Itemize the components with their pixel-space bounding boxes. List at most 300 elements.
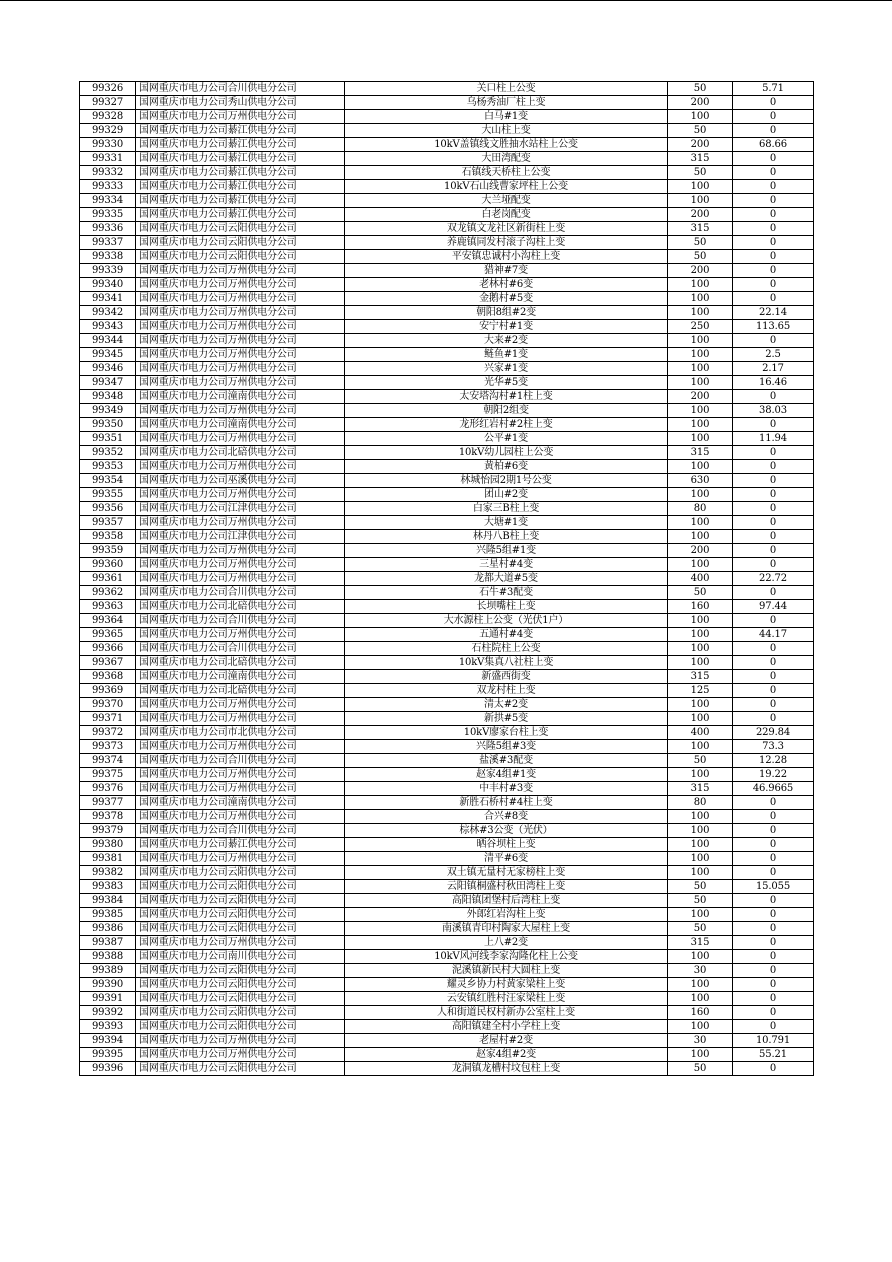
capacity-cell: 160 xyxy=(668,600,733,614)
transformer-name-cell: 高阳镇团堡村后湾柱上变 xyxy=(345,894,668,908)
record-id-cell: 99353 xyxy=(80,460,136,474)
capacity-cell: 400 xyxy=(668,726,733,740)
company-cell: 国网重庆市电力公司万州供电分公司 xyxy=(136,1048,345,1062)
capacity-cell: 100 xyxy=(668,656,733,670)
value-cell: 0 xyxy=(733,684,814,698)
company-cell: 国网重庆市电力公司云阳供电分公司 xyxy=(136,964,345,978)
transformer-name-cell: 大来#2变 xyxy=(345,334,668,348)
table-row xyxy=(80,992,814,1006)
capacity-cell: 100 xyxy=(668,950,733,964)
value-cell: 0 xyxy=(733,180,814,194)
value-cell: 0 xyxy=(733,208,814,222)
value-cell: 0 xyxy=(733,1062,814,1076)
transformer-name-cell: 高阳镇建全村小学柱上变 xyxy=(345,1020,668,1034)
transformer-name-cell: 新盛西街变 xyxy=(345,670,668,684)
record-id-cell: 99359 xyxy=(80,544,136,558)
record-id-cell: 99350 xyxy=(80,418,136,432)
company-cell: 国网重庆市电力公司万州供电分公司 xyxy=(136,1034,345,1048)
capacity-cell: 315 xyxy=(668,446,733,460)
table-row xyxy=(80,348,814,362)
transformer-name-cell: 人和街道民权村新办公室柱上变 xyxy=(345,1006,668,1020)
value-cell: 0 xyxy=(733,698,814,712)
company-cell: 国网重庆市电力公司万州供电分公司 xyxy=(136,810,345,824)
record-id-cell: 99360 xyxy=(80,558,136,572)
value-cell: 0 xyxy=(733,390,814,404)
transformer-name-cell: 平安镇忠诚村小沟柱上变 xyxy=(345,250,668,264)
table-row xyxy=(80,950,814,964)
table-row xyxy=(80,768,814,782)
transformer-name-cell: 10kV风河线李家沟隆化柱上公变 xyxy=(345,950,668,964)
value-cell: 0 xyxy=(733,908,814,922)
capacity-cell: 50 xyxy=(668,82,733,96)
company-cell: 国网重庆市电力公司万州供电分公司 xyxy=(136,404,345,418)
record-id-cell: 99343 xyxy=(80,320,136,334)
record-id-cell: 99348 xyxy=(80,390,136,404)
value-cell: 0 xyxy=(733,250,814,264)
record-id-cell: 99341 xyxy=(80,292,136,306)
transformer-name-cell: 关口柱上公变 xyxy=(345,82,668,96)
value-cell: 44.17 xyxy=(733,628,814,642)
value-cell: 0 xyxy=(733,656,814,670)
record-id-cell: 99330 xyxy=(80,138,136,152)
company-cell: 国网重庆市电力公司云阳供电分公司 xyxy=(136,250,345,264)
record-id-cell: 99329 xyxy=(80,124,136,138)
transformer-name-cell: 石牛#3配变 xyxy=(345,586,668,600)
transformer-name-cell: 养鹿镇同发村滚子沟柱上变 xyxy=(345,236,668,250)
table-row xyxy=(80,138,814,152)
capacity-cell: 100 xyxy=(668,698,733,712)
company-cell: 国网重庆市电力公司綦江供电分公司 xyxy=(136,166,345,180)
capacity-cell: 100 xyxy=(668,306,733,320)
transformer-name-cell: 10kV集真八社柱上变 xyxy=(345,656,668,670)
company-cell: 国网重庆市电力公司万州供电分公司 xyxy=(136,334,345,348)
table-row xyxy=(80,320,814,334)
table-body xyxy=(80,82,814,1076)
table-row xyxy=(80,1020,814,1034)
capacity-cell: 50 xyxy=(668,894,733,908)
record-id-cell: 99354 xyxy=(80,474,136,488)
transformer-name-cell: 外郎红岩沟柱上变 xyxy=(345,908,668,922)
transformer-name-cell: 龙都大道#5变 xyxy=(345,572,668,586)
transformer-name-cell: 朝阳2组变 xyxy=(345,404,668,418)
value-cell: 0 xyxy=(733,936,814,950)
capacity-cell: 100 xyxy=(668,334,733,348)
value-cell: 55.21 xyxy=(733,1048,814,1062)
record-id-cell: 99393 xyxy=(80,1020,136,1034)
value-cell: 22.72 xyxy=(733,572,814,586)
company-cell: 国网重庆市电力公司北碚供电分公司 xyxy=(136,656,345,670)
table-row xyxy=(80,782,814,796)
table-row xyxy=(80,516,814,530)
value-cell: 113.65 xyxy=(733,320,814,334)
value-cell: 19.22 xyxy=(733,768,814,782)
record-id-cell: 99381 xyxy=(80,852,136,866)
value-cell: 0 xyxy=(733,796,814,810)
value-cell: 0 xyxy=(733,222,814,236)
value-cell: 0 xyxy=(733,124,814,138)
transformer-name-cell: 石柱院柱上公变 xyxy=(345,642,668,656)
company-cell: 国网重庆市电力公司江津供电分公司 xyxy=(136,530,345,544)
record-id-cell: 99390 xyxy=(80,978,136,992)
company-cell: 国网重庆市电力公司云阳供电分公司 xyxy=(136,866,345,880)
company-cell: 国网重庆市电力公司云阳供电分公司 xyxy=(136,1062,345,1076)
value-cell: 16.46 xyxy=(733,376,814,390)
capacity-cell: 50 xyxy=(668,124,733,138)
capacity-cell: 100 xyxy=(668,418,733,432)
company-cell: 国网重庆市电力公司万州供电分公司 xyxy=(136,544,345,558)
value-cell: 0 xyxy=(733,978,814,992)
table-row xyxy=(80,726,814,740)
capacity-cell: 100 xyxy=(668,824,733,838)
company-cell: 国网重庆市电力公司万州供电分公司 xyxy=(136,628,345,642)
value-cell: 0 xyxy=(733,194,814,208)
table-row xyxy=(80,166,814,180)
company-cell: 国网重庆市电力公司云阳供电分公司 xyxy=(136,894,345,908)
transformer-name-cell: 云阳镇桐盛村秋田湾柱上变 xyxy=(345,880,668,894)
company-cell: 国网重庆市电力公司合川供电分公司 xyxy=(136,754,345,768)
transformer-name-cell: 太安塔沟村#1柱上变 xyxy=(345,390,668,404)
record-id-cell: 99335 xyxy=(80,208,136,222)
value-cell: 0 xyxy=(733,418,814,432)
table-row xyxy=(80,684,814,698)
transformer-name-cell: 10kV廖家台柱上变 xyxy=(345,726,668,740)
capacity-cell: 100 xyxy=(668,614,733,628)
table-row xyxy=(80,306,814,320)
value-cell: 0 xyxy=(733,474,814,488)
table-row xyxy=(80,810,814,824)
transformer-name-cell: 龙洞镇龙槽村坟包柱上变 xyxy=(345,1062,668,1076)
company-cell: 国网重庆市电力公司合川供电分公司 xyxy=(136,824,345,838)
company-cell: 国网重庆市电力公司云阳供电分公司 xyxy=(136,222,345,236)
transformer-name-cell: 新胜石桥村#4柱上变 xyxy=(345,796,668,810)
transformer-name-cell: 公平#1变 xyxy=(345,432,668,446)
capacity-cell: 100 xyxy=(668,852,733,866)
company-cell: 国网重庆市电力公司云阳供电分公司 xyxy=(136,922,345,936)
company-cell: 国网重庆市电力公司万州供电分公司 xyxy=(136,782,345,796)
capacity-cell: 50 xyxy=(668,586,733,600)
record-id-cell: 99373 xyxy=(80,740,136,754)
table-row xyxy=(80,824,814,838)
value-cell: 0 xyxy=(733,614,814,628)
record-id-cell: 99326 xyxy=(80,82,136,96)
record-id-cell: 99358 xyxy=(80,530,136,544)
record-id-cell: 99333 xyxy=(80,180,136,194)
transformer-name-cell: 大山柱上变 xyxy=(345,124,668,138)
record-id-cell: 99364 xyxy=(80,614,136,628)
record-id-cell: 99361 xyxy=(80,572,136,586)
value-cell: 0 xyxy=(733,96,814,110)
record-id-cell: 99374 xyxy=(80,754,136,768)
capacity-cell: 315 xyxy=(668,670,733,684)
capacity-cell: 315 xyxy=(668,936,733,950)
capacity-cell: 100 xyxy=(668,992,733,1006)
value-cell: 0 xyxy=(733,488,814,502)
company-cell: 国网重庆市电力公司綦江供电分公司 xyxy=(136,152,345,166)
transformer-name-cell: 白家三B柱上变 xyxy=(345,502,668,516)
capacity-cell: 50 xyxy=(668,922,733,936)
record-id-cell: 99371 xyxy=(80,712,136,726)
record-id-cell: 99347 xyxy=(80,376,136,390)
transformer-name-cell: 上八#2变 xyxy=(345,936,668,950)
record-id-cell: 99382 xyxy=(80,866,136,880)
transformer-name-cell: 安宁村#1变 xyxy=(345,320,668,334)
company-cell: 国网重庆市电力公司潼南供电分公司 xyxy=(136,796,345,810)
capacity-cell: 100 xyxy=(668,978,733,992)
company-cell: 国网重庆市电力公司万州供电分公司 xyxy=(136,516,345,530)
record-id-cell: 99349 xyxy=(80,404,136,418)
transformer-name-cell: 兴隆5组#1变 xyxy=(345,544,668,558)
company-cell: 国网重庆市电力公司綦江供电分公司 xyxy=(136,180,345,194)
capacity-cell: 100 xyxy=(668,460,733,474)
record-id-cell: 99338 xyxy=(80,250,136,264)
record-id-cell: 99383 xyxy=(80,880,136,894)
company-cell: 国网重庆市电力公司合川供电分公司 xyxy=(136,614,345,628)
capacity-cell: 50 xyxy=(668,166,733,180)
transformer-name-cell: 10kV石山线曹家坪柱上公变 xyxy=(345,180,668,194)
record-id-cell: 99386 xyxy=(80,922,136,936)
capacity-cell: 50 xyxy=(668,236,733,250)
table-row xyxy=(80,418,814,432)
table-row xyxy=(80,740,814,754)
record-id-cell: 99377 xyxy=(80,796,136,810)
transformer-name-cell: 金鹅村#5变 xyxy=(345,292,668,306)
company-cell: 国网重庆市电力公司万州供电分公司 xyxy=(136,376,345,390)
value-cell: 0 xyxy=(733,894,814,908)
company-cell: 国网重庆市电力公司潼南供电分公司 xyxy=(136,418,345,432)
table-row xyxy=(80,208,814,222)
record-id-cell: 99385 xyxy=(80,908,136,922)
company-cell: 国网重庆市电力公司万州供电分公司 xyxy=(136,348,345,362)
capacity-cell: 100 xyxy=(668,740,733,754)
table-row xyxy=(80,376,814,390)
company-cell: 国网重庆市电力公司云阳供电分公司 xyxy=(136,908,345,922)
capacity-cell: 50 xyxy=(668,880,733,894)
capacity-cell: 30 xyxy=(668,1034,733,1048)
record-id-cell: 99365 xyxy=(80,628,136,642)
value-cell: 97.44 xyxy=(733,600,814,614)
table-row xyxy=(80,642,814,656)
table-row xyxy=(80,460,814,474)
transformer-name-cell: 龙形红岩村#2柱上变 xyxy=(345,418,668,432)
capacity-cell: 100 xyxy=(668,712,733,726)
table-row xyxy=(80,194,814,208)
company-cell: 国网重庆市电力公司万州供电分公司 xyxy=(136,698,345,712)
record-id-cell: 99370 xyxy=(80,698,136,712)
transformer-name-cell: 合兴#8变 xyxy=(345,810,668,824)
capacity-cell: 100 xyxy=(668,768,733,782)
table-row xyxy=(80,362,814,376)
table-row xyxy=(80,404,814,418)
transformer-name-cell: 五通村#4变 xyxy=(345,628,668,642)
capacity-cell: 250 xyxy=(668,320,733,334)
record-id-cell: 99355 xyxy=(80,488,136,502)
value-cell: 0 xyxy=(733,950,814,964)
table-row xyxy=(80,614,814,628)
capacity-cell: 100 xyxy=(668,838,733,852)
value-cell: 2.17 xyxy=(733,362,814,376)
record-id-cell: 99351 xyxy=(80,432,136,446)
capacity-cell: 50 xyxy=(668,250,733,264)
table-row xyxy=(80,628,814,642)
table-row xyxy=(80,544,814,558)
transformer-name-cell: 盐溪#3配变 xyxy=(345,754,668,768)
company-cell: 国网重庆市电力公司綦江供电分公司 xyxy=(136,838,345,852)
company-cell: 国网重庆市电力公司万州供电分公司 xyxy=(136,432,345,446)
company-cell: 国网重庆市电力公司万州供电分公司 xyxy=(136,306,345,320)
company-cell: 国网重庆市电力公司北碚供电分公司 xyxy=(136,600,345,614)
record-id-cell: 99331 xyxy=(80,152,136,166)
capacity-cell: 100 xyxy=(668,404,733,418)
transformer-name-cell: 林城怡园2期1号公变 xyxy=(345,474,668,488)
value-cell: 0 xyxy=(733,838,814,852)
capacity-cell: 50 xyxy=(668,1062,733,1076)
transformer-table xyxy=(79,81,814,1076)
capacity-cell: 125 xyxy=(668,684,733,698)
company-cell: 国网重庆市电力公司万州供电分公司 xyxy=(136,558,345,572)
table-row xyxy=(80,558,814,572)
capacity-cell: 30 xyxy=(668,964,733,978)
table-row xyxy=(80,670,814,684)
record-id-cell: 99396 xyxy=(80,1062,136,1076)
transformer-name-cell: 大田湾配变 xyxy=(345,152,668,166)
record-id-cell: 99345 xyxy=(80,348,136,362)
transformer-name-cell: 团山#2变 xyxy=(345,488,668,502)
table-row xyxy=(80,236,814,250)
record-id-cell: 99367 xyxy=(80,656,136,670)
table-row xyxy=(80,838,814,852)
company-cell: 国网重庆市电力公司万州供电分公司 xyxy=(136,460,345,474)
value-cell: 0 xyxy=(733,264,814,278)
record-id-cell: 99339 xyxy=(80,264,136,278)
capacity-cell: 80 xyxy=(668,502,733,516)
table-row xyxy=(80,124,814,138)
company-cell: 国网重庆市电力公司巫溪供电分公司 xyxy=(136,474,345,488)
company-cell: 国网重庆市电力公司綦江供电分公司 xyxy=(136,194,345,208)
value-cell: 11.94 xyxy=(733,432,814,446)
capacity-cell: 100 xyxy=(668,530,733,544)
table-row xyxy=(80,572,814,586)
company-cell: 国网重庆市电力公司云阳供电分公司 xyxy=(136,978,345,992)
value-cell: 0 xyxy=(733,152,814,166)
capacity-cell: 315 xyxy=(668,222,733,236)
transformer-name-cell: 双龙村柱上变 xyxy=(345,684,668,698)
record-id-cell: 99375 xyxy=(80,768,136,782)
value-cell: 0 xyxy=(733,516,814,530)
capacity-cell: 630 xyxy=(668,474,733,488)
capacity-cell: 100 xyxy=(668,432,733,446)
company-cell: 国网重庆市电力公司潼南供电分公司 xyxy=(136,670,345,684)
company-cell: 国网重庆市电力公司云阳供电分公司 xyxy=(136,1006,345,1020)
transformer-name-cell: 石镇线天桥柱上公变 xyxy=(345,166,668,180)
transformer-name-cell: 兴家#1变 xyxy=(345,362,668,376)
value-cell: 0 xyxy=(733,502,814,516)
capacity-cell: 100 xyxy=(668,866,733,880)
company-cell: 国网重庆市电力公司云阳供电分公司 xyxy=(136,236,345,250)
record-id-cell: 99363 xyxy=(80,600,136,614)
record-id-cell: 99337 xyxy=(80,236,136,250)
table-row xyxy=(80,180,814,194)
value-cell: 0 xyxy=(733,810,814,824)
record-id-cell: 99389 xyxy=(80,964,136,978)
record-id-cell: 99392 xyxy=(80,1006,136,1020)
company-cell: 国网重庆市电力公司万州供电分公司 xyxy=(136,264,345,278)
capacity-cell: 100 xyxy=(668,194,733,208)
transformer-name-cell: 大塘#1变 xyxy=(345,516,668,530)
transformer-name-cell: 林丹八B柱上变 xyxy=(345,530,668,544)
capacity-cell: 100 xyxy=(668,348,733,362)
record-id-cell: 99395 xyxy=(80,1048,136,1062)
transformer-name-cell: 中丰村#3变 xyxy=(345,782,668,796)
capacity-cell: 200 xyxy=(668,390,733,404)
company-cell: 国网重庆市电力公司綦江供电分公司 xyxy=(136,208,345,222)
capacity-cell: 100 xyxy=(668,558,733,572)
value-cell: 0 xyxy=(733,558,814,572)
value-cell: 5.71 xyxy=(733,82,814,96)
value-cell: 0 xyxy=(733,236,814,250)
table-row xyxy=(80,1048,814,1062)
record-id-cell: 99368 xyxy=(80,670,136,684)
value-cell: 0 xyxy=(733,166,814,180)
transformer-name-cell: 泥溪镇新民村大圆柱上变 xyxy=(345,964,668,978)
table-row xyxy=(80,894,814,908)
table-row xyxy=(80,222,814,236)
transformer-name-cell: 赵家4组#1变 xyxy=(345,768,668,782)
value-cell: 73.3 xyxy=(733,740,814,754)
company-cell: 国网重庆市电力公司万州供电分公司 xyxy=(136,572,345,586)
table-row xyxy=(80,600,814,614)
record-id-cell: 99352 xyxy=(80,446,136,460)
company-cell: 国网重庆市电力公司合川供电分公司 xyxy=(136,586,345,600)
table-row xyxy=(80,880,814,894)
company-cell: 国网重庆市电力公司市北供电分公司 xyxy=(136,726,345,740)
table-row xyxy=(80,432,814,446)
company-cell: 国网重庆市电力公司潼南供电分公司 xyxy=(136,390,345,404)
company-cell: 国网重庆市电力公司万州供电分公司 xyxy=(136,362,345,376)
transformer-name-cell: 晒谷坝柱上变 xyxy=(345,838,668,852)
transformer-name-cell: 鲢鱼#1变 xyxy=(345,348,668,362)
value-cell: 0 xyxy=(733,586,814,600)
table-row xyxy=(80,530,814,544)
capacity-cell: 200 xyxy=(668,96,733,110)
table-row xyxy=(80,754,814,768)
record-id-cell: 99384 xyxy=(80,894,136,908)
company-cell: 国网重庆市电力公司云阳供电分公司 xyxy=(136,880,345,894)
capacity-cell: 100 xyxy=(668,292,733,306)
capacity-cell: 100 xyxy=(668,180,733,194)
capacity-cell: 100 xyxy=(668,110,733,124)
company-cell: 国网重庆市电力公司北碚供电分公司 xyxy=(136,684,345,698)
transformer-name-cell: 清平#6变 xyxy=(345,852,668,866)
record-id-cell: 99346 xyxy=(80,362,136,376)
transformer-name-cell: 云安镇红胜村汪家梁柱上变 xyxy=(345,992,668,1006)
value-cell: 10.791 xyxy=(733,1034,814,1048)
transformer-name-cell: 大兰垭配变 xyxy=(345,194,668,208)
record-id-cell: 99344 xyxy=(80,334,136,348)
record-id-cell: 99336 xyxy=(80,222,136,236)
value-cell: 46.9665 xyxy=(733,782,814,796)
transformer-name-cell: 耀灵乡协力村黄家梁柱上变 xyxy=(345,978,668,992)
record-id-cell: 99388 xyxy=(80,950,136,964)
transformer-name-cell: 新拱#5变 xyxy=(345,712,668,726)
record-id-cell: 99372 xyxy=(80,726,136,740)
table-row xyxy=(80,796,814,810)
table-row xyxy=(80,446,814,460)
value-cell: 68.66 xyxy=(733,138,814,152)
capacity-cell: 100 xyxy=(668,362,733,376)
value-cell: 38.03 xyxy=(733,404,814,418)
table-row xyxy=(80,656,814,670)
table-row xyxy=(80,474,814,488)
